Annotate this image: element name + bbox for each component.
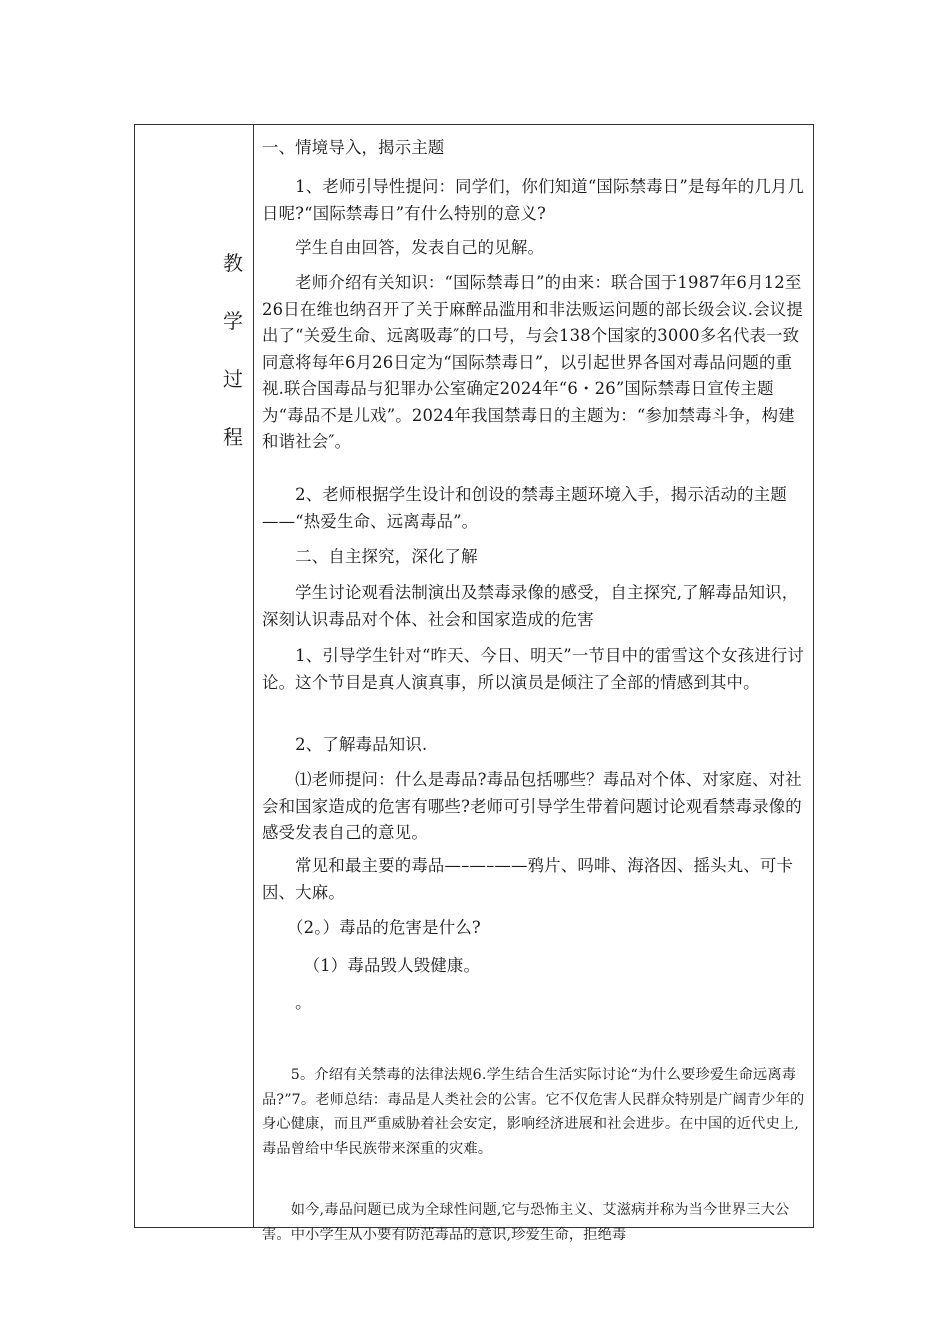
paragraph: 常见和最主要的毒品—–—–——鸦片、吗啡、海洛因、摇头丸、可卡因、大麻。 bbox=[262, 856, 794, 902]
paragraph: 学生讨论观看法制演出及禁毒录像的感受，自主探究,了解毒品知识，深刻认识毒品对个体、社会和国家造成的危害 bbox=[262, 583, 799, 629]
row-label-teaching-process bbox=[218, 248, 248, 480]
section-heading: 一、情境导入，揭示主题 bbox=[262, 138, 445, 157]
paragraph: 老师介绍有关知识：“国际禁毒日”的由来：联合国于1987年6月12至26日在维也纳召开了关于麻醉品滥用和非法贩运问题的部长级会议.会议提出了“关爱生命、远离吸毒″的口号，与会138个国家的3000多名代表一致同意将每年6月26日定为“国际禁毒日”，以引起世界各国对毒品问题的重视.联合国毒品与犯罪办公室确定2024年“6・26”国际禁毒日宣传主题为“毒品不是儿戏”。2024年我国禁毒日的主题为：“参加禁毒斗争，构建和谐社会″。 bbox=[262, 273, 803, 451]
paragraph: 2、了解毒品知识. bbox=[262, 735, 428, 754]
paragraph: 2、老师根据学生设计和创设的禁毒主题环境入手，揭示活动的主题——“热爱生命、远离毒品”。 bbox=[262, 485, 787, 531]
label-char: 程 bbox=[223, 425, 243, 449]
paragraph: 1、老师引导性提问：同学们，你们知道“国际禁毒日”是每年的几月几日呢?“国际禁毒日”有什么特别的意义? bbox=[262, 177, 805, 223]
section-heading: 二、自主探究，深化了解 bbox=[262, 547, 478, 566]
label-char: 过 bbox=[223, 367, 243, 391]
paragraph: ⑴老师提问：什么是毒品?毒品包括哪些？毒品对个体、对家庭、对社会和国家造成的危害有哪些?老师可引导学生带着问题讨论观看禁毒录像的感受发表自己的意见。 bbox=[262, 770, 802, 842]
column-divider bbox=[253, 124, 254, 1228]
label-char: 学 bbox=[223, 309, 243, 333]
paragraph: 如今,毒品问题已成为全球性问题,它与恐怖主义、艾滋病并称为当今世界三大公害。中小学生从小要有防范毒品的意识,珍爱生命，拒绝毒 bbox=[262, 1202, 790, 1243]
label-char: 教 bbox=[223, 251, 243, 275]
paragraph: 5。介绍有关禁毒的法律法规6.学生结合生活实际讨论“为什么要珍爱生命远离毒品?”7。老师总结：毒品是人类社会的公害。它不仅危害人民群众特别是广阔青少年的身心健康，而且严重威胁着社会安定，影响经济进展和社会进步。在中国的近代史上,毒品曾给中华民族带来深重的灾难。 bbox=[262, 1067, 805, 1157]
paragraph: 学生自由回答，发表自己的见解。 bbox=[262, 238, 545, 257]
paragraph: 。 bbox=[262, 993, 312, 1012]
paragraph: （2。）毒品的危害是什么? bbox=[262, 918, 481, 937]
paragraph: （1）毒品毁人毁健康。 bbox=[262, 956, 481, 975]
paragraph: 1、引导学生针对“昨天、今日、明天”一节目中的雷雪这个女孩进行讨论。这个节目是真人演真事，所以演员是倾注了全部的情感到其中。 bbox=[262, 646, 805, 692]
